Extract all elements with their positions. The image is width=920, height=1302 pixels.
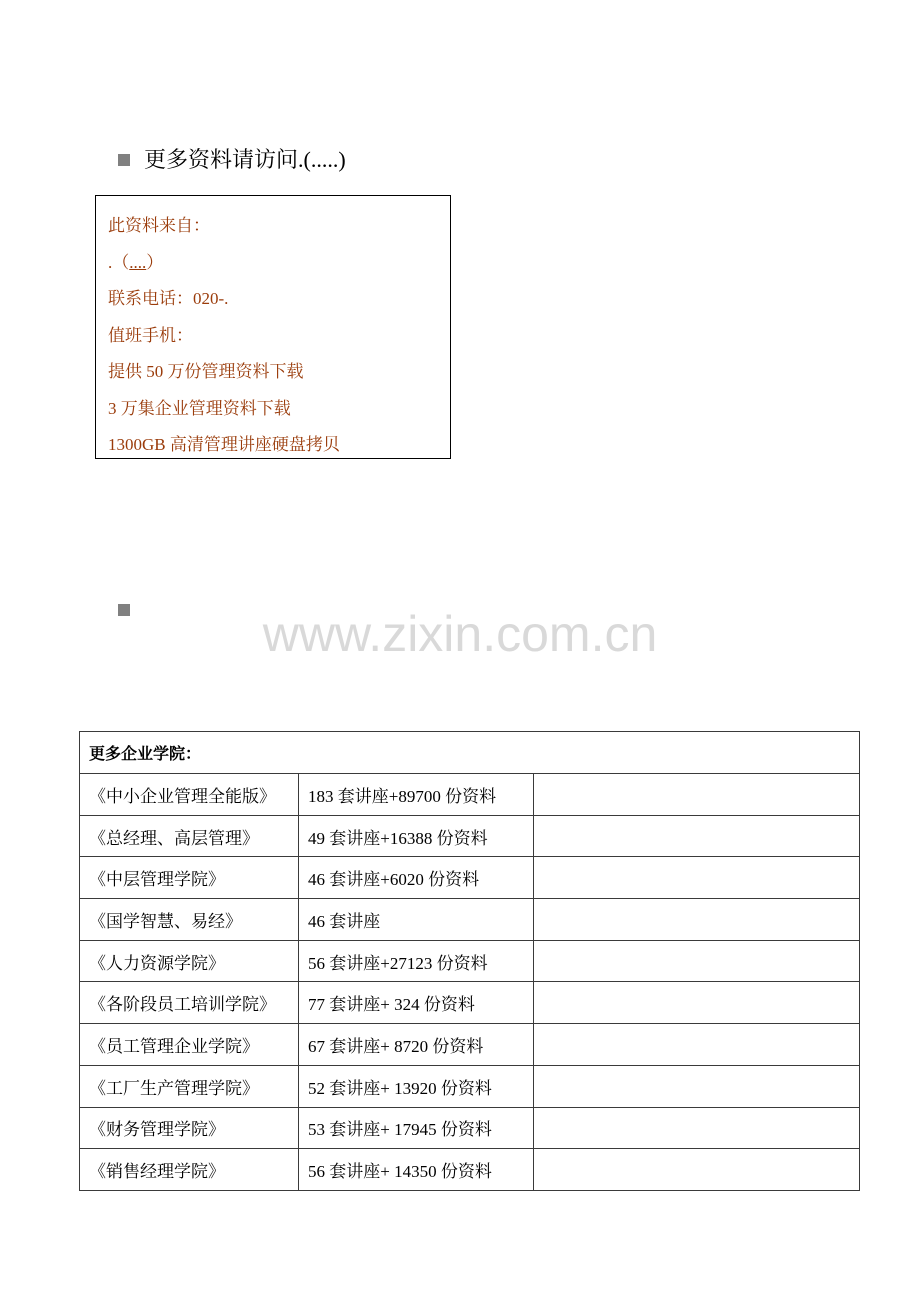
source-website-line	[108, 245, 450, 282]
academy-extra-cell	[534, 815, 860, 857]
academy-name-cell: 《中层管理学院》	[80, 857, 299, 899]
table-row	[80, 940, 860, 982]
academy-detail-cell: 56 套讲座+ 14350 份资料	[299, 1149, 534, 1191]
academy-extra-cell	[534, 857, 860, 899]
academy-table	[79, 731, 860, 1191]
academy-name-cell: 《各阶段员工培训学院》	[80, 982, 299, 1024]
academy-name-cell: 《销售经理学院》	[80, 1149, 299, 1191]
table-row	[80, 815, 860, 857]
academy-detail-cell: 46 套讲座	[299, 899, 534, 941]
table-row	[80, 1065, 860, 1107]
table-header: 更多企业学院：	[80, 732, 860, 774]
academy-detail-cell: 56 套讲座+27123 份资料	[299, 940, 534, 982]
academy-detail-cell: 53 套讲座+ 17945 份资料	[299, 1107, 534, 1149]
table-row	[80, 1107, 860, 1149]
offer-line-hdd: 1300GB 高清管理讲座硬盘拷贝	[108, 435, 340, 454]
academy-extra-cell	[534, 1065, 860, 1107]
website-suffix: ）	[146, 252, 164, 272]
table-header-row	[80, 732, 860, 774]
academy-extra-cell	[534, 982, 860, 1024]
academy-name-cell: 《总经理、高层管理》	[80, 815, 299, 857]
academy-name-cell: 《财务管理学院》	[80, 1107, 299, 1149]
table-row	[80, 899, 860, 941]
more-materials-heading	[118, 148, 346, 172]
academy-extra-cell	[534, 940, 860, 982]
academy-name-cell: 《工厂生产管理学院》	[80, 1065, 299, 1107]
academy-extra-cell	[534, 774, 860, 816]
academy-extra-cell	[534, 1107, 860, 1149]
offer-line-materials: 提供 50 万份管理资料下载	[108, 362, 304, 381]
academy-detail-cell: 52 套讲座+ 13920 份资料	[299, 1065, 534, 1107]
academy-name-cell: 《人力资源学院》	[80, 940, 299, 982]
square-bullet-icon	[118, 154, 130, 166]
contact-phone: 联系电话：020-.	[108, 289, 229, 308]
source-info-box	[95, 195, 451, 459]
academy-name-cell: 《员工管理企业学院》	[80, 1024, 299, 1066]
heading-text: 更多资料请访问.(.....)	[144, 147, 346, 172]
duty-mobile: 值班手机：	[108, 325, 193, 345]
academy-detail-cell: 46 套讲座+6020 份资料	[299, 857, 534, 899]
table-row	[80, 774, 860, 816]
academy-detail-cell: 77 套讲座+ 324 份资料	[299, 982, 534, 1024]
academy-extra-cell	[534, 1149, 860, 1191]
academy-extra-cell	[534, 899, 860, 941]
academy-detail-cell: 183 套讲座+89700 份资料	[299, 774, 534, 816]
academy-extra-cell	[534, 1024, 860, 1066]
website-link[interactable]: ....	[129, 252, 147, 272]
table-row	[80, 1149, 860, 1191]
table-row	[80, 982, 860, 1024]
source-label: 此资料来自：	[108, 216, 210, 235]
website-prefix: .（	[108, 252, 130, 272]
offer-line-videos: 3 万集企业管理资料下载	[108, 398, 291, 418]
academy-name-cell: 《国学智慧、易经》	[80, 899, 299, 941]
academy-detail-cell: 67 套讲座+ 8720 份资料	[299, 1024, 534, 1066]
academy-name-cell: 《中小企业管理全能版》	[80, 774, 299, 816]
academy-detail-cell: 49 套讲座+16388 份资料	[299, 815, 534, 857]
watermark: www.zixin.com.cn	[262, 606, 658, 662]
table-row	[80, 857, 860, 899]
table-row	[80, 1024, 860, 1066]
